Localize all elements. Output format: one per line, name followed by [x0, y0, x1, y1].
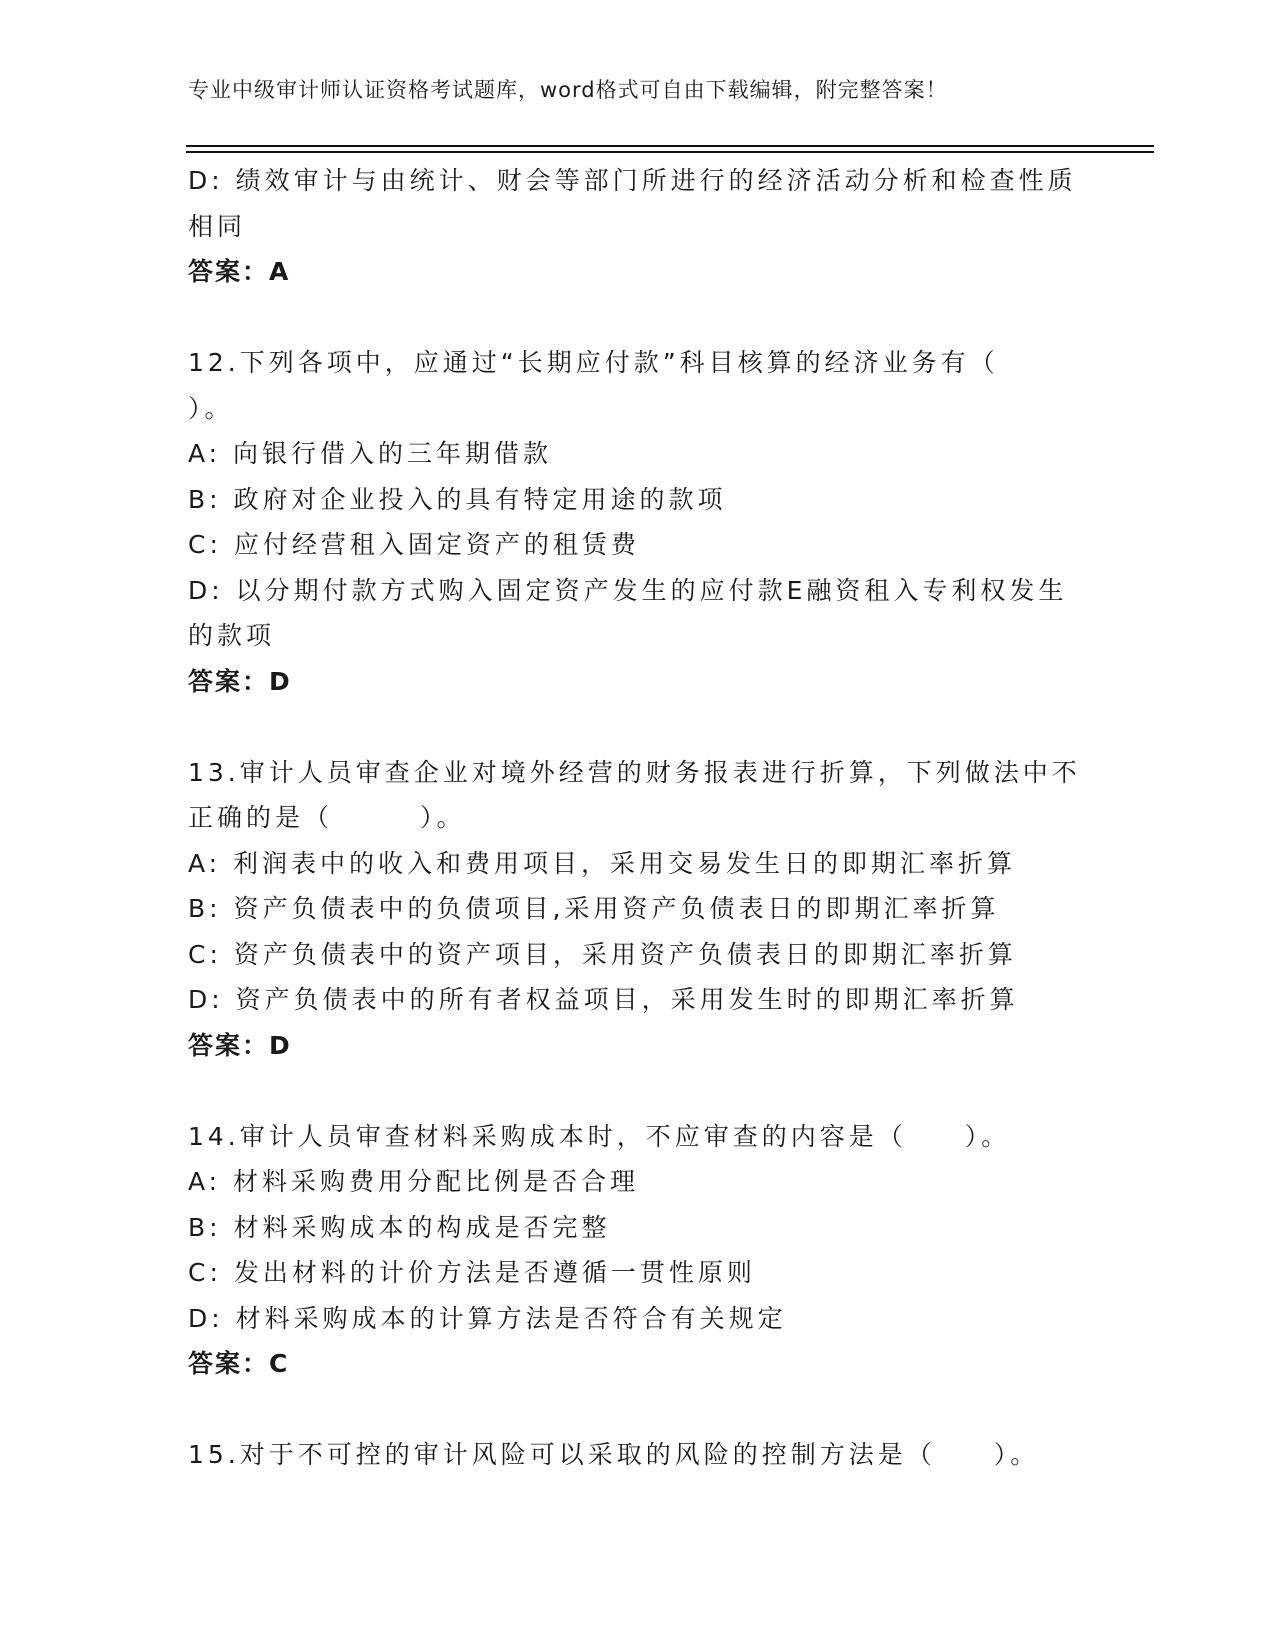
question-block	[188, 750, 1088, 1069]
question-block	[188, 1432, 1088, 1478]
answer-line: 答案：D	[188, 666, 292, 696]
text-line: 12.下列各项中，应通过“长期应付款”科目核算的经济业务有（	[188, 348, 999, 377]
header-rule-top	[186, 145, 1154, 147]
text-line: D: 绩效审计与由统计、财会等部门所进行的经济活动分析和检查性质	[188, 166, 1077, 195]
text-line: ）。	[188, 393, 234, 423]
text-line: C: 资产负债表中的资产项目，采用资产负债表日的即期汇率折算	[188, 939, 1017, 969]
document-body	[188, 158, 1088, 1478]
block-spacer	[188, 1068, 1088, 1114]
block-spacer	[188, 704, 1088, 750]
text-line: 相同	[188, 211, 247, 241]
text-line: D: 以分期付款方式购入固定资产发生的应付款E融资租入专利权发生	[188, 575, 1068, 605]
question-block	[188, 1114, 1088, 1387]
answer-line: 答案：C	[188, 1349, 290, 1378]
text-line: 15.对于不可控的审计风险可以采取的风险的控制方法是（ ）。	[188, 1440, 1040, 1469]
page-header: 专业中级审计师认证资格考试题库，word格式可自由下载编辑，附完整答案！	[188, 78, 948, 102]
text-line: A: 利润表中的收入和费用项目，采用交易发生日的即期汇率折算	[188, 848, 1017, 878]
text-line: C: 发出材料的计价方法是否遵循一贯性原则	[188, 1258, 756, 1287]
header-rule-bottom	[186, 151, 1154, 153]
text-line: B: 资产负债表中的负债项目,采用资产负债表日的即期汇率折算	[188, 894, 1000, 923]
question-block	[188, 340, 1088, 704]
text-line: 的款项	[188, 621, 276, 650]
text-line: A: 向银行借入的三年期借款	[188, 439, 553, 468]
text-line: D: 材料采购成本的计算方法是否符合有关规定	[188, 1303, 787, 1333]
text-line: 14.审计人员审查材料采购成本时，不应审查的内容是（ ）。	[188, 1121, 1011, 1151]
text-line: C: 应付经营租入固定资产的租赁费	[188, 530, 640, 559]
text-line: A: 材料采购费用分配比例是否合理	[188, 1167, 640, 1196]
text-line: 13.审计人员审查企业对境外经营的财务报表进行折算，下列做法中不	[188, 757, 1081, 787]
text-line: B: 材料采购成本的构成是否完整	[188, 1212, 611, 1242]
text-line: 正确的是（ ）。	[188, 803, 466, 832]
answer-line: 答案：A	[188, 257, 291, 286]
answer-line: 答案：D	[188, 1030, 292, 1060]
text-line: D: 资产负债表中的所有者权益项目，采用发生时的即期汇率折算	[188, 985, 1019, 1014]
text-line: B: 政府对企业投入的具有特定用途的款项	[188, 484, 727, 514]
question-block	[188, 158, 1088, 295]
block-spacer	[188, 1387, 1088, 1433]
block-spacer	[188, 295, 1088, 341]
